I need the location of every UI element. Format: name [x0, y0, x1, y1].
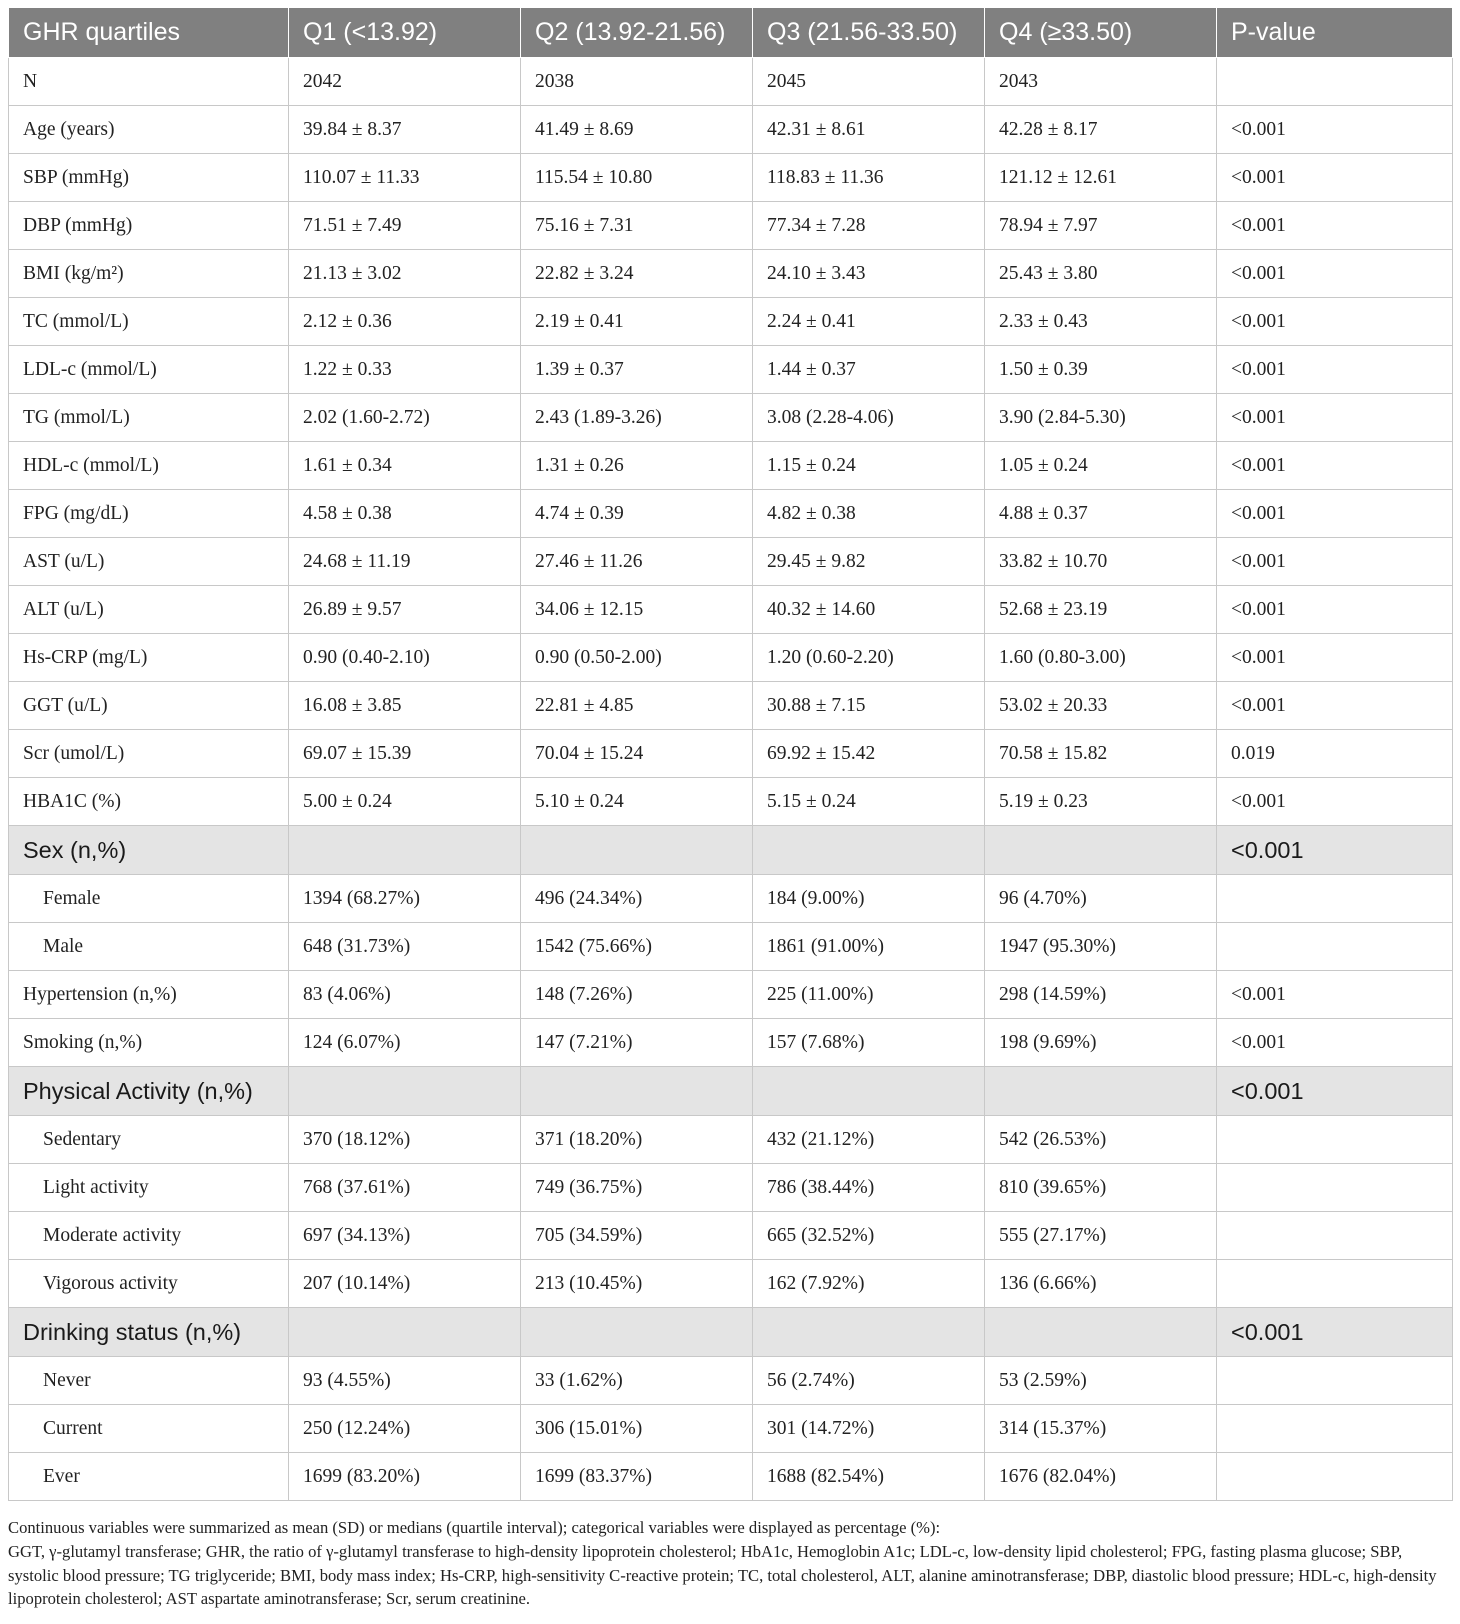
table-row — [9, 1260, 1453, 1308]
cell-q3 — [753, 826, 985, 875]
cell-q2 — [521, 1308, 753, 1357]
cell-q3: 184 (9.00%) — [753, 875, 985, 923]
cell-variable: Scr (umol/L) — [9, 730, 289, 778]
cell-p-value: <0.001 — [1217, 394, 1453, 442]
cell-p-value — [1217, 1357, 1453, 1405]
cell-q2: 22.82 ± 3.24 — [521, 250, 753, 298]
cell-q1: 124 (6.07%) — [289, 1019, 521, 1067]
cell-variable: HBA1C (%) — [9, 778, 289, 826]
cell-q1: 69.07 ± 15.39 — [289, 730, 521, 778]
cell-q4: 42.28 ± 8.17 — [985, 106, 1217, 154]
cell-p-value: <0.001 — [1217, 346, 1453, 394]
table-row — [9, 202, 1453, 250]
table-row — [9, 538, 1453, 586]
section-row — [9, 826, 1453, 875]
cell-p-value: 0.019 — [1217, 730, 1453, 778]
cell-q1: 83 (4.06%) — [289, 971, 521, 1019]
cell-q2: 4.74 ± 0.39 — [521, 490, 753, 538]
cell-variable: DBP (mmHg) — [9, 202, 289, 250]
cell-q3: 77.34 ± 7.28 — [753, 202, 985, 250]
cell-q4 — [985, 1067, 1217, 1116]
cell-variable: Age (years) — [9, 106, 289, 154]
footnote-abbreviations: GGT, γ-glutamyl transferase; GHR, the ratio of γ-glutamyl transferase to high-density lipoprotein cholesterol; HbA1c, Hemoglobin A1c; LDL-c, low-density lipid cholesterol; FPG, fasting plasma glucose; SBP, systolic blood pressure; TG triglyceride; BMI, body mass index; Hs-CRP, high-sensitivity C-reactive protein; TC, total cholesterol, ALT, alanine aminotransferase; DBP, diastolic blood pressure; HDL-c, high-density lipoprotein cholesterol; AST aspartate aminotransferase; Scr, serum creatinine. — [8, 1541, 1437, 1609]
cell-q3: 786 (38.44%) — [753, 1164, 985, 1212]
cell-variable: Smoking (n,%) — [9, 1019, 289, 1067]
cell-q1: 1699 (83.20%) — [289, 1453, 521, 1501]
cell-p-value — [1217, 58, 1453, 106]
cell-q4: 33.82 ± 10.70 — [985, 538, 1217, 586]
cell-q4: 96 (4.70%) — [985, 875, 1217, 923]
cell-q3 — [753, 1308, 985, 1357]
cell-p-value: <0.001 — [1217, 250, 1453, 298]
cell-q3: 5.15 ± 0.24 — [753, 778, 985, 826]
cell-p-value — [1217, 1212, 1453, 1260]
cell-q4: 2043 — [985, 58, 1217, 106]
cell-p-value: <0.001 — [1217, 298, 1453, 346]
cell-q1 — [289, 1308, 521, 1357]
footnote-summary: Continuous variables were summarized as mean (SD) or medians (quartile interval); categorical variables were displayed as percentage (%): — [8, 1518, 941, 1537]
cell-q2: 705 (34.59%) — [521, 1212, 753, 1260]
cell-q3: 665 (32.52%) — [753, 1212, 985, 1260]
cell-q1 — [289, 1067, 521, 1116]
cell-variable: Physical Activity (n,%) — [9, 1067, 289, 1116]
cell-variable: N — [9, 58, 289, 106]
cell-variable: Current — [9, 1405, 289, 1453]
cell-p-value: <0.001 — [1217, 1019, 1453, 1067]
cell-variable: HDL-c (mmol/L) — [9, 442, 289, 490]
cell-q4: 2.33 ± 0.43 — [985, 298, 1217, 346]
cell-q1: 39.84 ± 8.37 — [289, 106, 521, 154]
table-row — [9, 394, 1453, 442]
cell-q4: 53 (2.59%) — [985, 1357, 1217, 1405]
cell-q4: 121.12 ± 12.61 — [985, 154, 1217, 202]
table-footnote — [8, 1516, 1452, 1611]
cell-q4: 1.50 ± 0.39 — [985, 346, 1217, 394]
cell-variable: Moderate activity — [9, 1212, 289, 1260]
table-row — [9, 490, 1453, 538]
cell-q4 — [985, 826, 1217, 875]
section-row — [9, 1308, 1453, 1357]
table-row — [9, 730, 1453, 778]
cell-p-value: <0.001 — [1217, 154, 1453, 202]
cell-q2: 496 (24.34%) — [521, 875, 753, 923]
header-q4: Q4 (≥33.50) — [985, 8, 1217, 58]
cell-q1: 21.13 ± 3.02 — [289, 250, 521, 298]
cell-q3: 69.92 ± 15.42 — [753, 730, 985, 778]
cell-p-value — [1217, 1260, 1453, 1308]
cell-q2: 1542 (75.66%) — [521, 923, 753, 971]
cell-p-value: <0.001 — [1217, 1067, 1453, 1116]
cell-variable: GGT (u/L) — [9, 682, 289, 730]
cell-variable: TC (mmol/L) — [9, 298, 289, 346]
cell-q4: 78.94 ± 7.97 — [985, 202, 1217, 250]
table-row — [9, 971, 1453, 1019]
baseline-characteristics-table-container — [8, 8, 1452, 1501]
table-row — [9, 1453, 1453, 1501]
cell-p-value: <0.001 — [1217, 634, 1453, 682]
cell-p-value — [1217, 923, 1453, 971]
cell-q4: 4.88 ± 0.37 — [985, 490, 1217, 538]
cell-q1: 1.61 ± 0.34 — [289, 442, 521, 490]
cell-q2: 115.54 ± 10.80 — [521, 154, 753, 202]
cell-q3: 24.10 ± 3.43 — [753, 250, 985, 298]
cell-q3: 3.08 (2.28-4.06) — [753, 394, 985, 442]
cell-q1: 0.90 (0.40-2.10) — [289, 634, 521, 682]
cell-p-value — [1217, 1453, 1453, 1501]
cell-q3: 432 (21.12%) — [753, 1116, 985, 1164]
cell-q4: 53.02 ± 20.33 — [985, 682, 1217, 730]
cell-q2: 1699 (83.37%) — [521, 1453, 753, 1501]
cell-variable: Male — [9, 923, 289, 971]
cell-q4: 1947 (95.30%) — [985, 923, 1217, 971]
cell-q3: 1.44 ± 0.37 — [753, 346, 985, 394]
cell-q1: 93 (4.55%) — [289, 1357, 521, 1405]
cell-q1: 370 (18.12%) — [289, 1116, 521, 1164]
cell-q1: 250 (12.24%) — [289, 1405, 521, 1453]
cell-q1: 1.22 ± 0.33 — [289, 346, 521, 394]
cell-q4: 70.58 ± 15.82 — [985, 730, 1217, 778]
cell-variable: ALT (u/L) — [9, 586, 289, 634]
cell-q3: 1.15 ± 0.24 — [753, 442, 985, 490]
cell-q1: 4.58 ± 0.38 — [289, 490, 521, 538]
cell-q2: 1.39 ± 0.37 — [521, 346, 753, 394]
cell-p-value: <0.001 — [1217, 106, 1453, 154]
cell-q2: 33 (1.62%) — [521, 1357, 753, 1405]
cell-q1 — [289, 826, 521, 875]
cell-q1: 648 (31.73%) — [289, 923, 521, 971]
cell-q2: 70.04 ± 15.24 — [521, 730, 753, 778]
table-row — [9, 682, 1453, 730]
cell-q4: 542 (26.53%) — [985, 1116, 1217, 1164]
header-p-value: P-value — [1217, 8, 1453, 58]
cell-q2: 2038 — [521, 58, 753, 106]
cell-q2: 1.31 ± 0.26 — [521, 442, 753, 490]
cell-q3: 157 (7.68%) — [753, 1019, 985, 1067]
cell-q2: 41.49 ± 8.69 — [521, 106, 753, 154]
cell-q3 — [753, 1067, 985, 1116]
header-q3: Q3 (21.56-33.50) — [753, 8, 985, 58]
cell-q2: 34.06 ± 12.15 — [521, 586, 753, 634]
cell-p-value: <0.001 — [1217, 682, 1453, 730]
table-row — [9, 106, 1453, 154]
table-row — [9, 250, 1453, 298]
cell-p-value: <0.001 — [1217, 971, 1453, 1019]
cell-q4: 198 (9.69%) — [985, 1019, 1217, 1067]
cell-q1: 24.68 ± 11.19 — [289, 538, 521, 586]
table-row — [9, 58, 1453, 106]
cell-q2: 213 (10.45%) — [521, 1260, 753, 1308]
cell-q3: 1.20 (0.60-2.20) — [753, 634, 985, 682]
cell-q2: 371 (18.20%) — [521, 1116, 753, 1164]
table-row — [9, 346, 1453, 394]
cell-q1: 26.89 ± 9.57 — [289, 586, 521, 634]
baseline-characteristics-table — [8, 8, 1453, 1501]
cell-p-value — [1217, 1164, 1453, 1212]
cell-q4: 136 (6.66%) — [985, 1260, 1217, 1308]
table-row — [9, 1357, 1453, 1405]
table-row — [9, 1019, 1453, 1067]
cell-variable: Hypertension (n,%) — [9, 971, 289, 1019]
cell-q1: 1394 (68.27%) — [289, 875, 521, 923]
cell-q2: 2.43 (1.89-3.26) — [521, 394, 753, 442]
cell-variable: Drinking status (n,%) — [9, 1308, 289, 1357]
section-row — [9, 1067, 1453, 1116]
cell-q4: 314 (15.37%) — [985, 1405, 1217, 1453]
table-row — [9, 1164, 1453, 1212]
cell-p-value: <0.001 — [1217, 538, 1453, 586]
cell-p-value: <0.001 — [1217, 442, 1453, 490]
cell-variable: Light activity — [9, 1164, 289, 1212]
cell-q1: 2.12 ± 0.36 — [289, 298, 521, 346]
cell-q3: 1861 (91.00%) — [753, 923, 985, 971]
cell-q4: 25.43 ± 3.80 — [985, 250, 1217, 298]
table-row — [9, 1405, 1453, 1453]
table-row — [9, 1212, 1453, 1260]
cell-q1: 16.08 ± 3.85 — [289, 682, 521, 730]
cell-q2: 749 (36.75%) — [521, 1164, 753, 1212]
cell-q4: 52.68 ± 23.19 — [985, 586, 1217, 634]
cell-q2: 0.90 (0.50-2.00) — [521, 634, 753, 682]
cell-q2: 75.16 ± 7.31 — [521, 202, 753, 250]
cell-q3: 29.45 ± 9.82 — [753, 538, 985, 586]
cell-variable: Female — [9, 875, 289, 923]
cell-q1: 5.00 ± 0.24 — [289, 778, 521, 826]
cell-p-value: <0.001 — [1217, 1308, 1453, 1357]
table-header-row — [9, 8, 1453, 58]
cell-q1: 768 (37.61%) — [289, 1164, 521, 1212]
cell-q1: 2042 — [289, 58, 521, 106]
cell-q2: 306 (15.01%) — [521, 1405, 753, 1453]
cell-p-value — [1217, 875, 1453, 923]
cell-q4: 298 (14.59%) — [985, 971, 1217, 1019]
table-row — [9, 634, 1453, 682]
cell-q4: 5.19 ± 0.23 — [985, 778, 1217, 826]
cell-q4: 3.90 (2.84-5.30) — [985, 394, 1217, 442]
table-row — [9, 442, 1453, 490]
cell-variable: BMI (kg/m²) — [9, 250, 289, 298]
cell-q3: 40.32 ± 14.60 — [753, 586, 985, 634]
cell-q3: 301 (14.72%) — [753, 1405, 985, 1453]
cell-variable: Sedentary — [9, 1116, 289, 1164]
cell-p-value: <0.001 — [1217, 490, 1453, 538]
cell-q1: 110.07 ± 11.33 — [289, 154, 521, 202]
cell-q1: 2.02 (1.60-2.72) — [289, 394, 521, 442]
cell-q2: 148 (7.26%) — [521, 971, 753, 1019]
cell-q3: 2045 — [753, 58, 985, 106]
cell-q3: 1688 (82.54%) — [753, 1453, 985, 1501]
cell-q3: 162 (7.92%) — [753, 1260, 985, 1308]
cell-q3: 118.83 ± 11.36 — [753, 154, 985, 202]
cell-q1: 207 (10.14%) — [289, 1260, 521, 1308]
table-row — [9, 875, 1453, 923]
header-q1: Q1 (<13.92) — [289, 8, 521, 58]
cell-q2: 147 (7.21%) — [521, 1019, 753, 1067]
cell-q2 — [521, 1067, 753, 1116]
table-row — [9, 1116, 1453, 1164]
cell-p-value: <0.001 — [1217, 826, 1453, 875]
cell-q2: 2.19 ± 0.41 — [521, 298, 753, 346]
cell-p-value: <0.001 — [1217, 202, 1453, 250]
table-row — [9, 154, 1453, 202]
cell-variable: LDL-c (mmol/L) — [9, 346, 289, 394]
cell-variable: Sex (n,%) — [9, 826, 289, 875]
cell-q2: 27.46 ± 11.26 — [521, 538, 753, 586]
cell-variable: SBP (mmHg) — [9, 154, 289, 202]
table-row — [9, 923, 1453, 971]
cell-variable: Ever — [9, 1453, 289, 1501]
cell-q4 — [985, 1308, 1217, 1357]
cell-q4: 1676 (82.04%) — [985, 1453, 1217, 1501]
table-body — [9, 58, 1453, 1501]
header-q2: Q2 (13.92-21.56) — [521, 8, 753, 58]
cell-q2: 22.81 ± 4.85 — [521, 682, 753, 730]
cell-variable: FPG (mg/dL) — [9, 490, 289, 538]
cell-q3: 225 (11.00%) — [753, 971, 985, 1019]
cell-variable: Vigorous activity — [9, 1260, 289, 1308]
cell-q2 — [521, 826, 753, 875]
cell-q4: 1.05 ± 0.24 — [985, 442, 1217, 490]
cell-p-value: <0.001 — [1217, 586, 1453, 634]
cell-q3: 2.24 ± 0.41 — [753, 298, 985, 346]
cell-q4: 810 (39.65%) — [985, 1164, 1217, 1212]
cell-p-value — [1217, 1405, 1453, 1453]
cell-q1: 697 (34.13%) — [289, 1212, 521, 1260]
cell-variable: TG (mmol/L) — [9, 394, 289, 442]
cell-variable: Hs-CRP (mg/L) — [9, 634, 289, 682]
cell-q1: 71.51 ± 7.49 — [289, 202, 521, 250]
cell-q3: 4.82 ± 0.38 — [753, 490, 985, 538]
cell-q2: 5.10 ± 0.24 — [521, 778, 753, 826]
cell-variable: AST (u/L) — [9, 538, 289, 586]
cell-variable: Never — [9, 1357, 289, 1405]
cell-q3: 56 (2.74%) — [753, 1357, 985, 1405]
header-ghr-quartiles: GHR quartiles — [9, 8, 289, 58]
cell-q4: 555 (27.17%) — [985, 1212, 1217, 1260]
table-row — [9, 778, 1453, 826]
cell-p-value: <0.001 — [1217, 778, 1453, 826]
cell-q4: 1.60 (0.80-3.00) — [985, 634, 1217, 682]
cell-p-value — [1217, 1116, 1453, 1164]
table-row — [9, 298, 1453, 346]
cell-q3: 30.88 ± 7.15 — [753, 682, 985, 730]
cell-q3: 42.31 ± 8.61 — [753, 106, 985, 154]
table-row — [9, 586, 1453, 634]
